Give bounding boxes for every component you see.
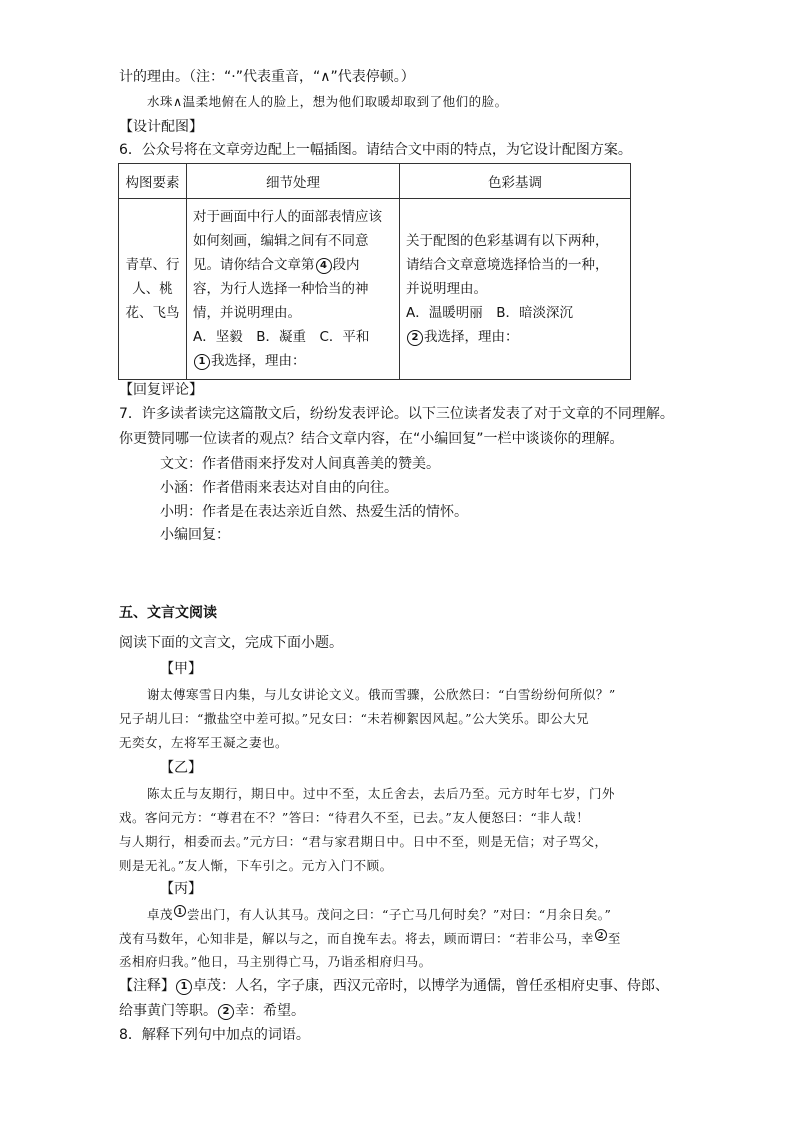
detail-options: A．坚毅 B．凝重 C．平和 bbox=[193, 329, 370, 345]
circled-number-2: 2 bbox=[407, 330, 423, 346]
question-7-line1: 7．许多读者读完这篇散文后，纷纷发表评论。以下三位读者发表了对于文章的不同理解。 bbox=[119, 406, 674, 422]
reader-xiaoming: 小明：作者是在表达亲近自然、热爱生活的情怀。 bbox=[160, 504, 468, 520]
reader-xiaohan: 小涵：作者借雨来表达对自由的向往。 bbox=[160, 480, 398, 496]
detail-answer-line bbox=[193, 349, 393, 373]
annotation-text: 给事黄门等职。 bbox=[119, 1003, 217, 1019]
section-intro: 阅读下面的文言文，完成下面小题。 bbox=[119, 635, 343, 651]
bing-line bbox=[119, 929, 621, 948]
note-marker-2: 2 bbox=[595, 929, 607, 941]
bing-text: 茂有马数年，心知非是，解以与之，而自挽车去。将去，顾而谓曰：“若非公马，幸 bbox=[119, 931, 594, 946]
col-header-detail: 细节处理 bbox=[187, 164, 400, 199]
design-table bbox=[118, 163, 631, 380]
paragraph-number-badge: 4 bbox=[316, 258, 332, 274]
detail-answer-prompt: 我选择，理由： bbox=[211, 353, 306, 369]
color-line: 请结合文章意境选择恰当的一种， bbox=[406, 257, 609, 273]
detail-line: 容，为行人选择一种恰当的神 bbox=[193, 281, 369, 297]
section-header-design: 【设计配图】 bbox=[119, 119, 203, 135]
jia-line: 无奕女，左将军王凝之妻也。 bbox=[119, 735, 289, 750]
bing-text: 至 bbox=[607, 931, 621, 946]
detail-line: 对于画面中行人的面部表情应该 bbox=[193, 209, 382, 225]
label-bing: 【丙】 bbox=[160, 881, 202, 897]
yi-line: 陈太丘与友期行，期日中。过中不至，太丘舍去，去后乃至。元方时年七岁，门外 bbox=[147, 786, 616, 801]
question-6: 6．公众号将在文章旁边配上一幅插图。请结合文中雨的特点，为它设计配图方案。 bbox=[119, 142, 632, 158]
detail-cell bbox=[187, 199, 400, 380]
circled-number-1: 1 bbox=[194, 354, 210, 370]
circled-number-2: 2 bbox=[218, 1004, 234, 1020]
question-8: 8．解释下列句中加点的词语。 bbox=[119, 1027, 310, 1043]
circled-number-1: 1 bbox=[176, 979, 192, 995]
detail-text: 见。请你结合文章第 bbox=[193, 257, 315, 273]
col-header-elements: 构图要素 bbox=[119, 164, 187, 199]
annotation-line bbox=[119, 1002, 305, 1020]
color-options: A．温暖明丽 B．暗淡深沉 bbox=[406, 305, 573, 321]
color-answer-prompt: 我选择，理由： bbox=[424, 329, 519, 345]
note-line: 计的理由。（注：“·”代表重音，“∧”代表停顿。） bbox=[119, 69, 415, 85]
section-title-classical: 五、文言文阅读 bbox=[119, 605, 217, 621]
yi-line: 则是无礼。”友人惭，下车引之。元方入门不顾。 bbox=[119, 858, 393, 873]
example-sentence: 水珠∧温柔地俯在人的脸上，想为他们取暖却取到了他们的脸。 bbox=[147, 94, 508, 109]
color-answer-line bbox=[406, 325, 624, 349]
col-header-color: 色彩基调 bbox=[400, 164, 631, 199]
jia-line: 兄子胡儿曰：“撒盐空中差可拟。”兄女曰：“未若柳絮因风起。”公大笑乐。即公大兄 bbox=[119, 711, 590, 726]
color-line: 关于配图的色彩基调有以下两种， bbox=[406, 233, 609, 249]
detail-text: 段内 bbox=[332, 257, 360, 273]
bing-line: 丞相府归我。”他日，马主别得亡马，乃诣丞相府归马。 bbox=[119, 954, 432, 969]
elements-line: 人、桃 bbox=[132, 281, 173, 297]
section-header-reply: 【回复评论】 bbox=[119, 382, 203, 398]
yi-line: 戏。客问元方：“尊君在不？”答曰：“待君久不至，已去。”友人便怒曰：“非人哉！ bbox=[119, 810, 590, 825]
annotation-text: 幸：希望。 bbox=[235, 1003, 305, 1019]
elements-line: 青草、行 bbox=[125, 257, 180, 273]
label-jia: 【甲】 bbox=[160, 661, 202, 677]
reader-wenwen: 文文：作者借雨来抒发对人间真善美的赞美。 bbox=[160, 456, 440, 472]
yi-line: 与人期行，相委而去。”元方曰：“君与家君期日中。日中不至，则是无信；对子骂父， bbox=[119, 834, 608, 849]
bing-text: 尝出门，有人认其马。茂问之曰：“子亡马几何时矣？”对曰：“月余日矣。” bbox=[187, 907, 612, 922]
detail-line bbox=[193, 253, 393, 277]
detail-line: 情，并说明理由。 bbox=[193, 305, 301, 321]
color-cell bbox=[400, 199, 631, 380]
annotation-text: 卓茂：人名，字子康，西汉元帝时，以博学为通儒，曾任丞相府史事、侍郎、 bbox=[193, 978, 669, 994]
note-marker-1: 1 bbox=[174, 905, 186, 917]
elements-line: 花、飞鸟 bbox=[125, 305, 180, 321]
color-line: 并说明理由。 bbox=[406, 281, 487, 297]
jia-line: 谢太傅寒雪日内集，与儿女讲论文义。俄而雪骤，公欣然曰：“白雪纷纷何所似？” bbox=[147, 687, 616, 702]
bing-line bbox=[147, 905, 611, 924]
detail-line: 如何刻画，编辑之间有不同意 bbox=[193, 233, 369, 249]
editor-reply-label: 小编回复： bbox=[160, 527, 230, 543]
bing-text: 卓茂 bbox=[147, 907, 174, 922]
elements-cell bbox=[119, 199, 187, 380]
annotation-label: 【注释】 bbox=[119, 978, 175, 994]
question-7-line2: 你更赞同哪一位读者的观点？结合文章内容，在“小编回复”一栏中谈谈你的理解。 bbox=[119, 431, 624, 447]
annotation-line bbox=[119, 977, 669, 995]
label-yi: 【乙】 bbox=[160, 760, 202, 776]
